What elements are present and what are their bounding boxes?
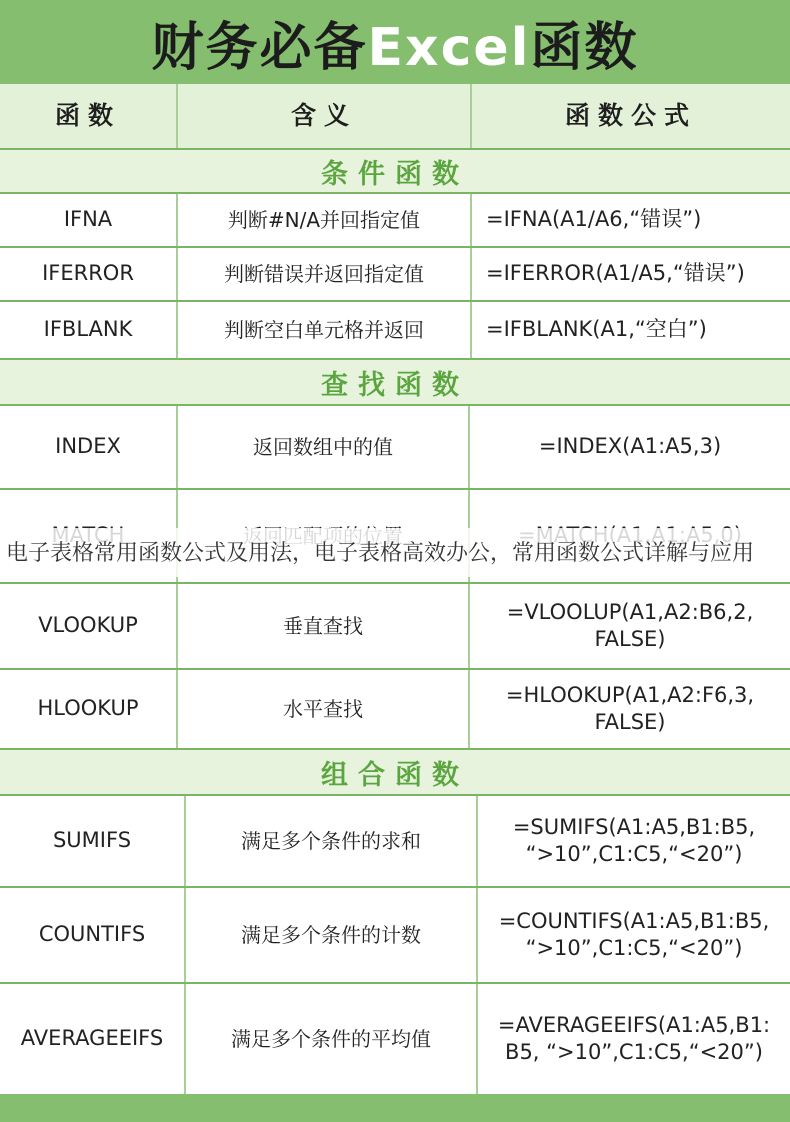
function-formula: =AVERAGEEIFS(A1:A5,B1: B5, “>10”,C1:C5,“<20”) — [497, 1012, 771, 1064]
header-formula: 函数公式 — [564, 100, 697, 130]
function-name: COUNTIFS — [0, 888, 186, 982]
function-formula: =IFNA(A1/A6,“错误”) — [486, 207, 702, 232]
section-title — [0, 750, 790, 796]
table-row — [0, 248, 790, 302]
section-title-text: 查找函数 — [321, 369, 469, 401]
page-title — [151, 5, 638, 80]
bottom-banner — [0, 1094, 790, 1122]
title-en: Excel — [367, 17, 531, 78]
function-meaning: 满足多个条件的计数 — [186, 888, 478, 982]
function-meaning: 返回数组中的值 — [178, 406, 470, 488]
table-row — [0, 584, 790, 670]
caption-overlay: 电子表格常用函数公式及用法，电子表格高效办公，常用函数公式详解与应用 — [0, 528, 790, 577]
table-header — [0, 84, 790, 150]
section-title-text: 条件函数 — [321, 158, 469, 190]
function-meaning: 满足多个条件的平均值 — [186, 984, 478, 1094]
table-row — [0, 888, 790, 984]
function-formula: =IFERROR(A1/A5,“错误”) — [486, 261, 745, 286]
function-meaning: 判断#N/A并回指定值 — [178, 194, 472, 246]
function-name: IFBLANK — [0, 302, 178, 358]
function-meaning: 判断错误并返回指定值 — [178, 248, 472, 300]
table-row — [0, 406, 790, 490]
table-row — [0, 194, 790, 248]
function-formula: =VLOOLUP(A1,A2:B6,2, FALSE) — [506, 599, 754, 651]
function-meaning: 满足多个条件的求和 — [186, 796, 478, 886]
section-title — [0, 360, 790, 406]
table-row — [0, 670, 790, 750]
function-formula: =HLOOKUP(A1,A2:F6,3, FALSE) — [505, 682, 755, 734]
function-formula: =COUNTIFS(A1:A5,B1:B5, “>10”,C1:C5,“<20”) — [498, 908, 770, 960]
title-zh2: 函数 — [530, 17, 639, 78]
function-meaning: 垂直查找 — [178, 584, 470, 668]
header-meaning: 含义 — [178, 84, 472, 148]
title-zh: 财务必备 — [151, 17, 368, 78]
function-meaning: 水平查找 — [178, 670, 470, 748]
table-row — [0, 302, 790, 360]
function-name: IFERROR — [0, 248, 178, 300]
function-formula: =IFBLANK(A1,“空白”) — [486, 317, 707, 342]
table-row — [0, 796, 790, 888]
function-name: AVERAGEEIFS — [0, 984, 186, 1094]
function-formula: =SUMIFS(A1:A5,B1:B5, “>10”,C1:C5,“<20”) — [512, 814, 756, 866]
function-name: IFNA — [0, 194, 178, 246]
function-table — [0, 84, 790, 1094]
section-title-text: 组合函数 — [321, 759, 469, 791]
function-name: VLOOKUP — [0, 584, 178, 668]
function-formula: =INDEX(A1:A5,3) — [538, 434, 722, 459]
function-name: INDEX — [0, 406, 178, 488]
function-name: HLOOKUP — [0, 670, 178, 748]
title-banner — [0, 0, 790, 84]
header-function: 函数 — [0, 84, 178, 148]
function-name: SUMIFS — [0, 796, 186, 886]
table-row — [0, 984, 790, 1094]
section-title — [0, 150, 790, 194]
function-meaning: 判断空白单元格并返回 — [178, 302, 472, 358]
